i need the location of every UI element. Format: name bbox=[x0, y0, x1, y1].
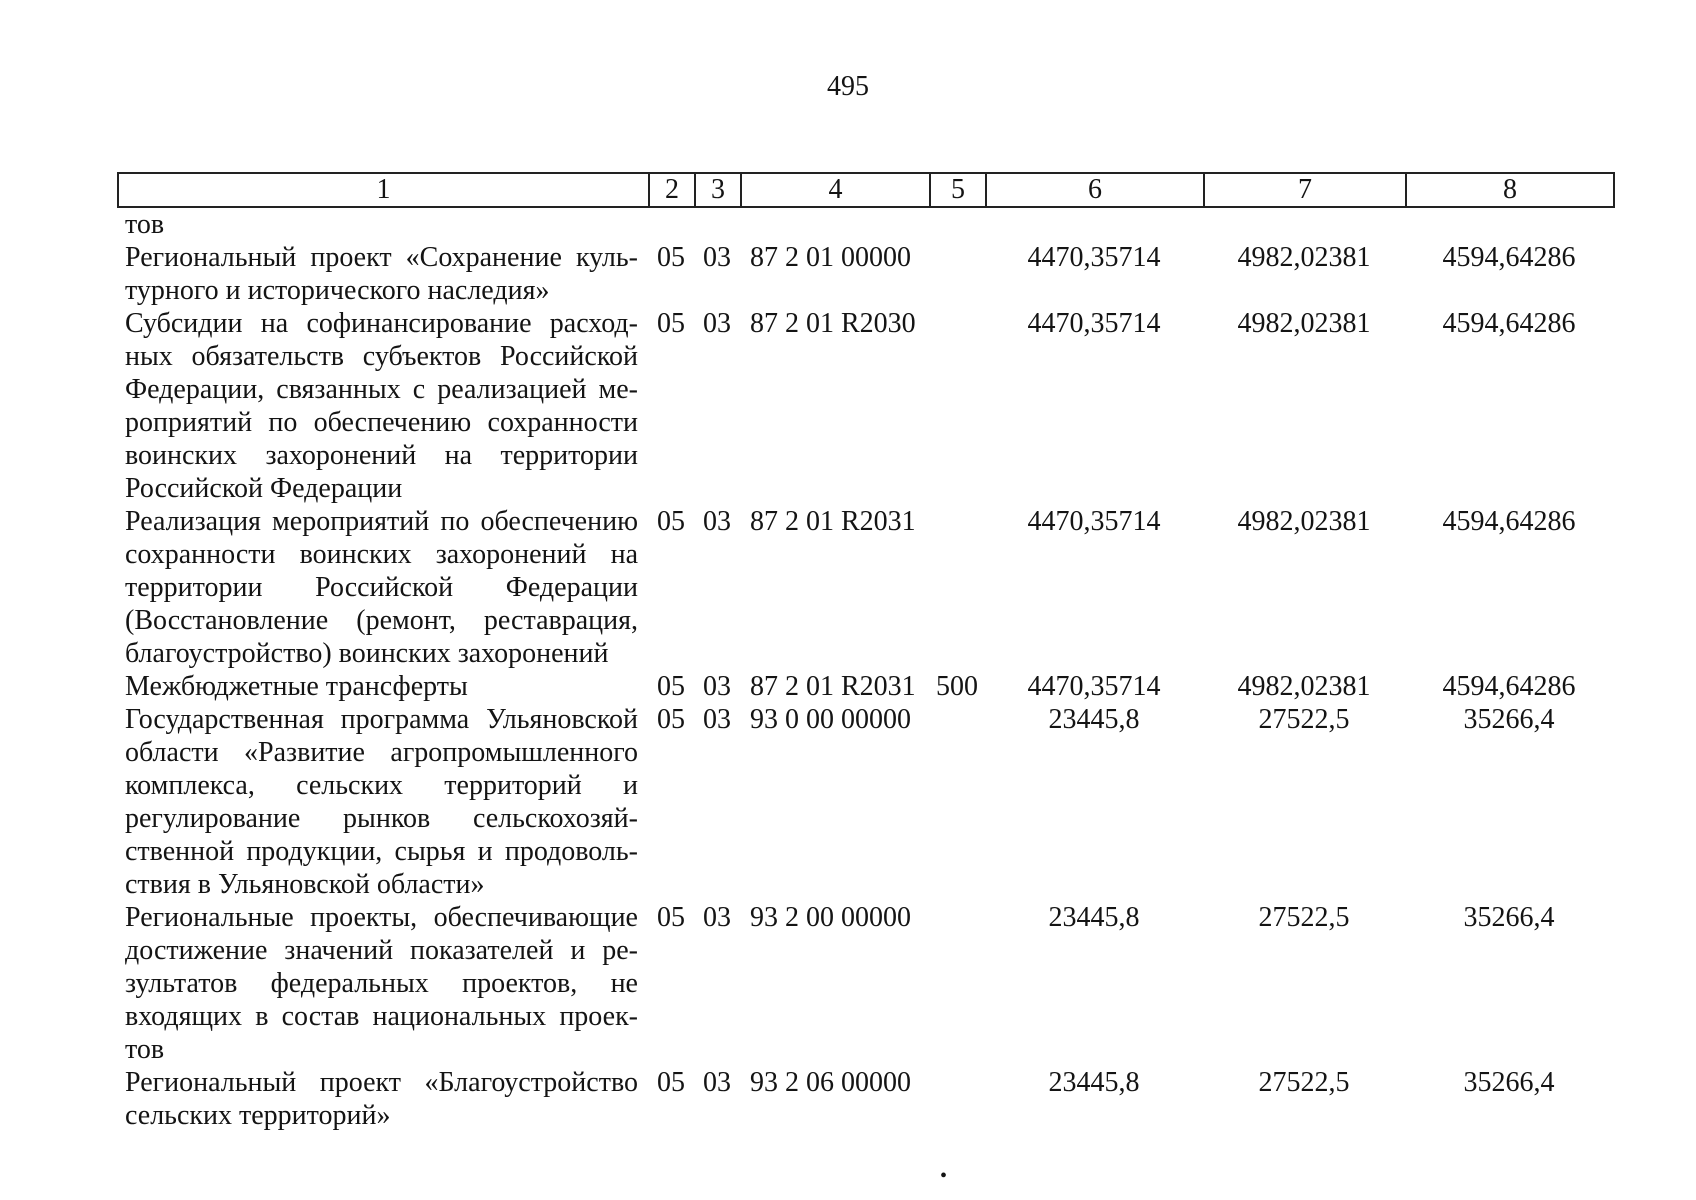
cell-col-2: 05 bbox=[657, 506, 685, 537]
header-col-2: 2 bbox=[649, 173, 695, 207]
cell-col-2: 05 bbox=[657, 671, 685, 702]
header-col-1: 1 bbox=[118, 173, 649, 207]
cell-col-4: 87 2 01 R2031 bbox=[750, 671, 916, 702]
budget-table-body bbox=[117, 208, 1613, 1132]
cell-col-7: 4982,02381 bbox=[1237, 506, 1371, 537]
table-row bbox=[117, 1066, 1613, 1132]
cell-col-3: 03 bbox=[703, 1067, 731, 1098]
cell-col-6: 23445,8 bbox=[1048, 902, 1140, 933]
cell-col-8: 4594,64286 bbox=[1442, 671, 1576, 702]
cell-col-5 bbox=[929, 307, 985, 505]
row-name: Региональный проект «Благоустройство сельских территорий» bbox=[125, 1067, 638, 1131]
cell-col-3: 03 bbox=[703, 902, 731, 933]
row-name: Региональные проекты, обеспечивающие достижение значений показателей и результатов федеральных проектов, не входящих в состав национальных проектов bbox=[125, 902, 638, 1065]
table-row bbox=[117, 307, 1613, 505]
header-col-7: 7 bbox=[1204, 173, 1406, 207]
cell-col-7: 4982,02381 bbox=[1237, 671, 1371, 702]
cell-col-8: 4594,64286 bbox=[1442, 308, 1576, 339]
cell-col-5 bbox=[929, 505, 985, 670]
cell-col-5 bbox=[929, 703, 985, 901]
cell-col-6: 4470,35714 bbox=[1027, 671, 1161, 702]
cell-col-6: 23445,8 bbox=[1048, 704, 1140, 735]
header-col-6: 6 bbox=[986, 173, 1204, 207]
cell-col-5: 500 bbox=[936, 671, 978, 702]
cell-col-8: 4594,64286 bbox=[1442, 242, 1576, 273]
table-row bbox=[117, 505, 1613, 670]
cell-col-2: 05 bbox=[657, 902, 685, 933]
header-col-4: 4 bbox=[741, 173, 930, 207]
cell-col-7: 4982,02381 bbox=[1237, 242, 1371, 273]
cell-col-6: 4470,35714 bbox=[1027, 506, 1161, 537]
table-row bbox=[117, 241, 1613, 307]
cell-col-7: 27522,5 bbox=[1258, 902, 1350, 933]
cell-col-2: 05 bbox=[657, 1067, 685, 1098]
table-row bbox=[117, 670, 1613, 703]
cell-col-4: 93 2 06 00000 bbox=[750, 1067, 911, 1098]
cell-col-8: 35266,4 bbox=[1463, 704, 1555, 735]
cell-col-8: 35266,4 bbox=[1463, 902, 1555, 933]
cell-col-7: 27522,5 bbox=[1258, 704, 1350, 735]
cell-col-8: 35266,4 bbox=[1463, 1067, 1555, 1098]
cell-col-3: 03 bbox=[703, 506, 731, 537]
cell-col-8: 4594,64286 bbox=[1442, 506, 1576, 537]
header-col-8: 8 bbox=[1406, 173, 1614, 207]
page-number: 495 bbox=[827, 71, 869, 102]
table-row bbox=[117, 901, 1613, 1066]
cell-col-5 bbox=[929, 241, 985, 307]
cell-col-2: 05 bbox=[657, 704, 685, 735]
cell-col-2: 05 bbox=[657, 242, 685, 273]
cell-col-6: 4470,35714 bbox=[1027, 242, 1161, 273]
cell-col-5 bbox=[929, 1066, 985, 1132]
cell-col-4: 93 2 00 00000 bbox=[750, 902, 911, 933]
cell-col-6: 4470,35714 bbox=[1027, 308, 1161, 339]
cell-col-3: 03 bbox=[703, 242, 731, 273]
cell-col-4: 87 2 01 R2031 bbox=[750, 506, 916, 537]
cell-col-6: 23445,8 bbox=[1048, 1067, 1140, 1098]
row-name: Государственная программа Ульяновской области «Развитие агропромышленного комплекса, сельских территорий и регулирование рынков сельскохозяйственной продукции, сырья и продовольствия в Ульяновской области» bbox=[125, 704, 638, 900]
continuation-text: тов bbox=[125, 209, 165, 240]
header-col-3: 3 bbox=[695, 173, 741, 207]
table-row-continuation bbox=[117, 208, 1613, 241]
cell-col-3: 03 bbox=[703, 704, 731, 735]
cell-col-2: 05 bbox=[657, 308, 685, 339]
header-col-5: 5 bbox=[930, 173, 986, 207]
cell-col-3: 03 bbox=[703, 671, 731, 702]
cell-col-4: 87 2 01 00000 bbox=[750, 242, 911, 273]
row-name: Межбюджетные трансферты bbox=[125, 671, 468, 702]
row-name: Субсидии на софинансирование расходных обязательств субъектов Российской Федерации, связанных с реализацией мероприятий по обеспечению сохранности воинских захоронений на территории Российской Федерации bbox=[125, 308, 638, 504]
cell-col-5 bbox=[929, 901, 985, 1066]
table-row bbox=[117, 703, 1613, 901]
row-name: Региональный проект «Сохранение культурного и исторического наследия» bbox=[125, 242, 638, 306]
row-name: Реализация мероприятий по обеспечению сохранности воинских захоронений на территории Российской Федерации (Восстановление (ремонт, реставрация, благоустройство) воинских захоронений bbox=[125, 506, 638, 669]
cell-col-4: 93 0 00 00000 bbox=[750, 704, 911, 735]
cell-col-7: 27522,5 bbox=[1258, 1067, 1350, 1098]
cell-col-3: 03 bbox=[703, 308, 731, 339]
page-mark: • bbox=[940, 1165, 948, 1187]
cell-col-7: 4982,02381 bbox=[1237, 308, 1371, 339]
cell-col-4: 87 2 01 R2030 bbox=[750, 308, 916, 339]
table-header bbox=[117, 172, 1615, 208]
